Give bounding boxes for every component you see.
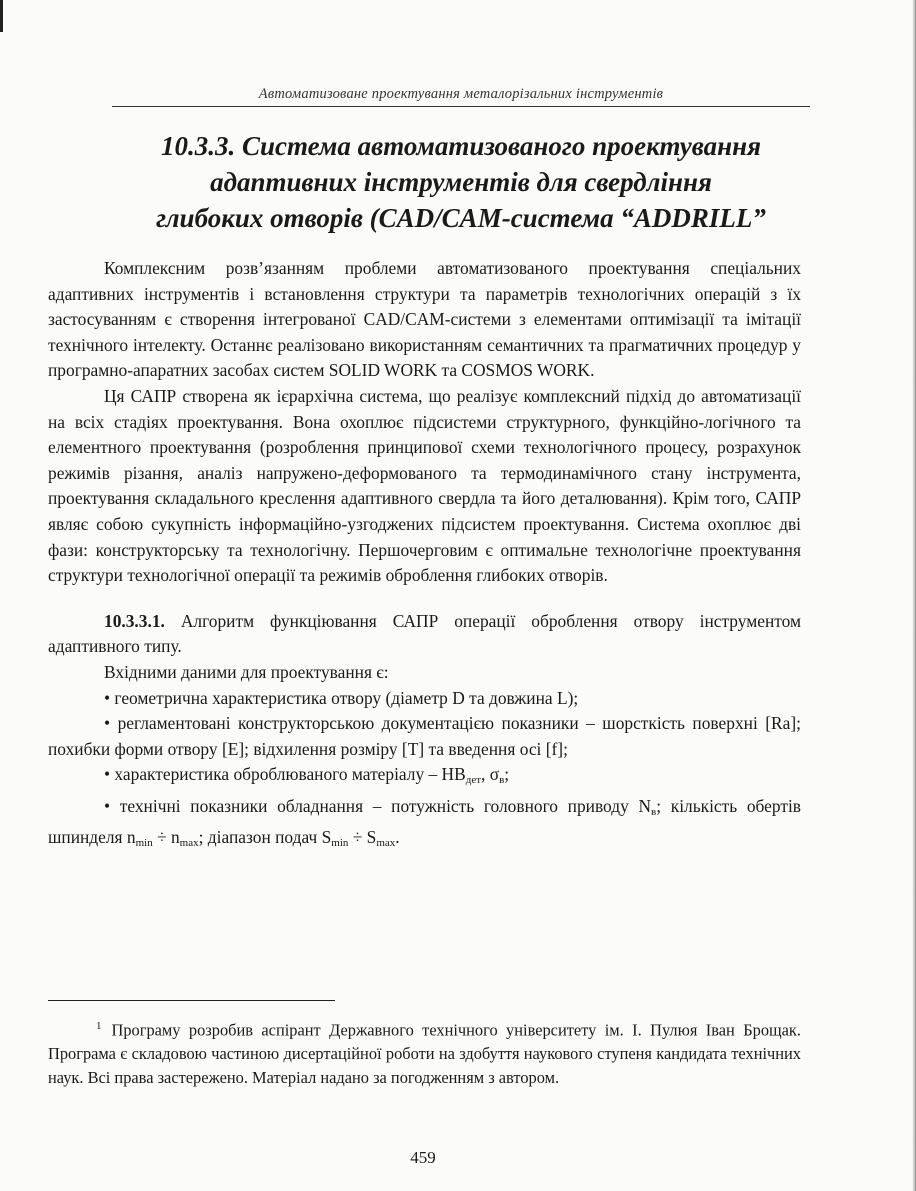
scan-edge-shadow: [912, 0, 916, 1191]
running-head-rule: [112, 106, 810, 107]
subscript: в: [499, 774, 505, 787]
subscript: в: [651, 805, 657, 818]
bullet-equipment-text: ÷ S: [348, 827, 377, 848]
bullet-equipment: [48, 794, 801, 857]
paragraph-input-data: Вхідними даними для проектування є:: [104, 661, 389, 682]
bullet-equipment-text: .: [395, 827, 400, 848]
running-head: Автоматизоване проектування металорізальних інструментів: [258, 86, 664, 102]
page-number: 459: [410, 1148, 436, 1167]
bullet-equipment-text: ; діапазон подач S: [198, 827, 332, 848]
paragraph-algorithm: [48, 609, 801, 660]
scan-edge-mark: [0, 0, 3, 32]
bullet-material-text: • характеристика оброблюваного матеріалу – HB: [104, 764, 466, 785]
section-title: [96, 128, 826, 236]
subsection-text: Алгоритм функціювання САПР операції оброблення отвору інструментом адаптивного типу.: [48, 610, 801, 657]
section-title-line-1: 10.3.3. Система автоматизованого проектування: [160, 131, 762, 161]
paragraph-sapr-description: Ця САПР створена як ієрархічна система, що реалізує комплексний підхід до автоматизації на всіх стадіях проектування. Вона охоплює підсистеми структурного, функційно-логічного та елементного проектування (розроблення принципової схеми технологічного процесу, розрахунок режимів різання, аналіз напружено-деформованого та термодинамічного стану інструмента, проектування складального креслення адаптивного свердла та його деталювання). Крім того, САПР являє собою сукупність інформаційно-узгоджених підсистем проектування. Система охоплює дві фази: конструкторську та технологічну. Першочерговим є оптимальне технологічне проектування структури технологічної операції та режимів оброблення глибоких отворів.: [48, 385, 801, 586]
subscript: min: [331, 837, 349, 850]
bullet-regulated-indicators: • регламентовані конструкторською документацією показники – шорсткість поверхні [Ra]; похибки форми отвору [E]; відхилення розміру [T] та введення осі [f];: [48, 713, 801, 759]
bullet-geometry: • геометрична характеристика отвору (діаметр D та довжина L);: [104, 687, 579, 708]
subsection-number: 10.3.3.1.: [104, 610, 165, 631]
subscript: max: [179, 837, 199, 850]
subscript: min: [135, 837, 153, 850]
bullet-equipment-text: • технічні показники обладнання – потужність головного приводу N: [104, 795, 652, 816]
subscript: дет: [465, 774, 482, 787]
footnote: [48, 1014, 801, 1090]
footnote-rule: [48, 1000, 335, 1001]
bullet-material-text: ;: [504, 764, 510, 785]
body-text: [48, 256, 801, 857]
paragraph-intro: Комплексним розв’язанням проблеми автоматизованого проектування спеціальних адаптивних інструментів і встановлення структури та параметрів технологічних операцій з їх застосуванням є створення інтегрованої CAD/CAM-системи з елементами оптимізації та імітації технічного інтелекту. Останнє реалізовано використанням семантичних та прагматичних процедур у програмно-апаратних засобах систем SOLID WORK та COSMOS WORK.: [48, 258, 801, 381]
footnote-text: Програму розробив аспірант Державного технічного університету ім. І. Пулюя Іван Брощак. Програма є складовою частиною дисертаційної роботи на здобуття наукового ступеня кандидата технічних наук. Всі права застережено. Матеріал надано за погодженням з автором.: [48, 1020, 801, 1088]
section-title-line-2: адаптивних інструментів для свердління: [210, 167, 712, 197]
subscript: max: [376, 837, 396, 850]
bullet-equipment-text: ÷ n: [152, 827, 180, 848]
bullet-material-text: , σ: [481, 764, 500, 785]
bullet-equipment-text: ; кількість обертів шпинделя n: [48, 795, 802, 848]
footnote-marker: 1: [96, 1020, 102, 1032]
section-title-line-3: глибоких отворів (CAD/CAM-система “ADDRILL”: [156, 203, 766, 233]
bullet-material: [48, 762, 801, 794]
